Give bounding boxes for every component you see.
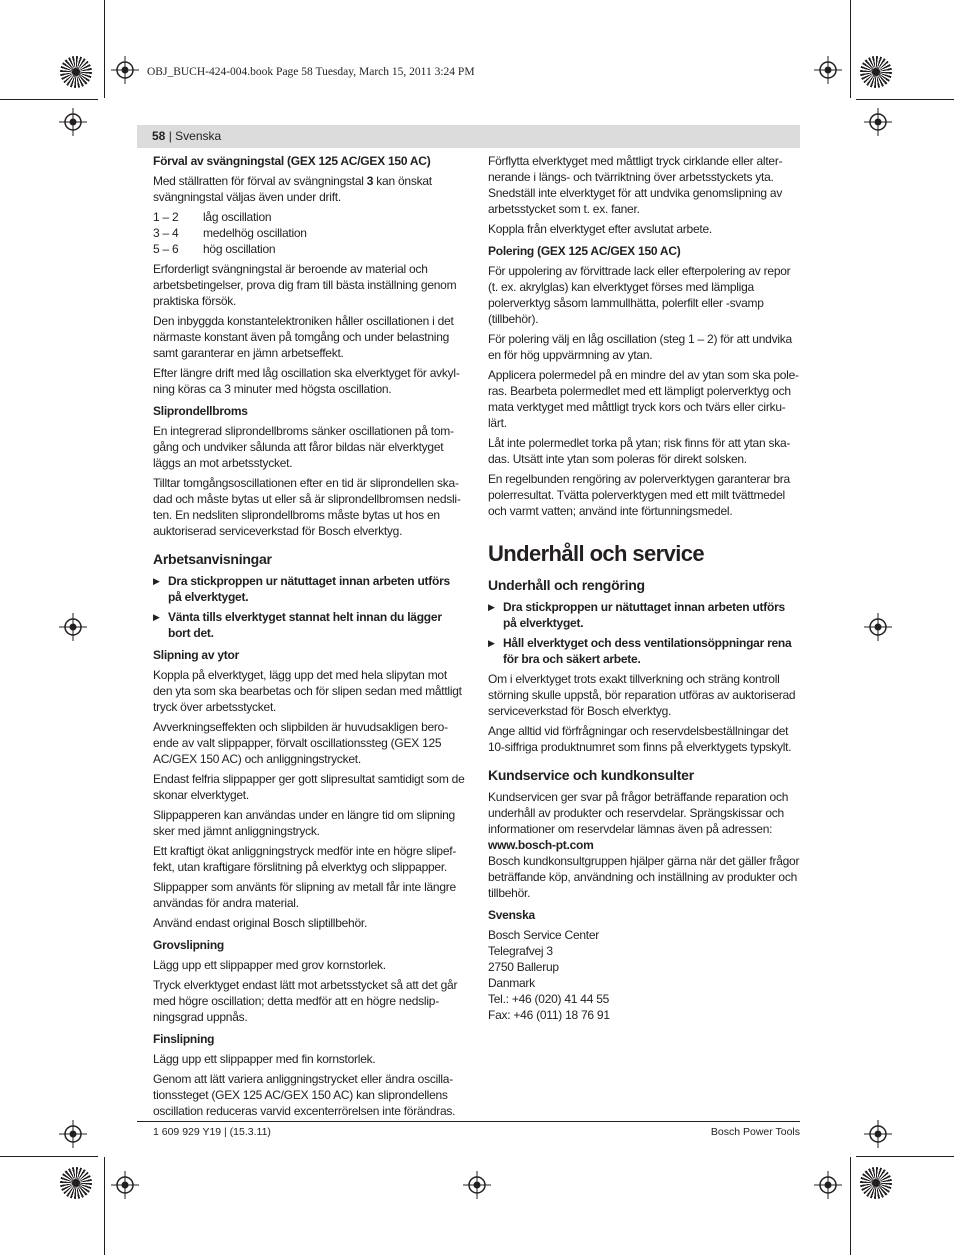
paragraph: Avverkningseffekten och slipbilden är huvudsakligen beroende av valt slippapper, förvalt oscillationssteg (GEX 125 AC/GEX 150 AC) och anliggningstrycket. — [153, 720, 449, 766]
oscillation-row: 1 – 2 låg oscillation — [153, 210, 272, 224]
paragraph: Lägg upp ett slippapper med grov kornstorlek. — [153, 958, 386, 972]
registration-mark-icon — [814, 1171, 842, 1199]
left-column — [153, 153, 465, 1123]
crop-mark — [104, 1157, 105, 1255]
registration-mark-icon — [111, 56, 139, 84]
address-line: Bosch Service Center — [488, 928, 600, 942]
paragraph: En integrerad sliprondellbroms sänker oscillationen på tomgång och undviker sålunda att fåror bildas när elverktyget läggs an mot arbetsstycket. — [153, 424, 454, 470]
section-heading: Underhåll och rengöring — [488, 577, 645, 593]
registration-mark-icon — [59, 613, 87, 641]
paragraph: För uppolering av förvittrade lack eller efterpolering av repor (t. ex. akrylglas) kan elverktyget förses med lämpliga polerverktyg såsom lammullhätta, polerfilt eller -svamp (tillbehör). — [488, 264, 791, 326]
registration-mark-icon — [463, 1171, 491, 1199]
star-target-icon — [60, 1167, 92, 1199]
header-separator: | — [165, 129, 176, 143]
section-heading: Grovslipning — [153, 938, 225, 952]
registration-mark-icon — [111, 1171, 139, 1199]
header-language: Svenska — [175, 129, 222, 143]
section-heading: Svenska — [488, 908, 535, 922]
paragraph: Använd endast original Bosch sliptillbehör. — [153, 916, 368, 930]
paragraph: Endast felfria slippapper ger gott slipresultat samtidigt som de skonar elverktyget. — [153, 772, 465, 802]
paragraph: Slippapperen kan användas under en längre tid om slipning sker med jämnt anliggningstryck. — [153, 808, 455, 838]
paragraph: Ange alltid vid förfrågningar och reservdelsbeställningar det 10-siffriga produktnumret som finns på elverktygets typskylt. — [488, 724, 792, 754]
registration-mark-icon — [814, 56, 842, 84]
right-column — [488, 153, 800, 1023]
paragraph: Med ställratten för förval av svängningstal 3 kan önskat svängningstal väljas även under drift. — [153, 174, 432, 204]
star-target-icon — [860, 56, 892, 88]
crop-mark — [850, 1157, 851, 1255]
paragraph: Låt inte polermedlet torka på ytan; risk finns för att ytan skadas. Utsätt inte ytan som poleras för direkt solsken. — [488, 436, 791, 466]
registration-mark-icon — [59, 1120, 87, 1148]
registration-mark-icon — [864, 613, 892, 641]
crop-mark — [0, 1156, 98, 1157]
footer-rule — [137, 1121, 800, 1122]
section-heading: Finslipning — [153, 1032, 215, 1046]
website-link[interactable]: www.bosch-pt.com — [488, 838, 594, 852]
warning-bullet: ▶ Dra stickproppen ur nätuttaget innan arbeten utförs på elverktyget. — [153, 574, 450, 604]
oscillation-row: 3 – 4 medelhög oscillation — [153, 226, 307, 240]
address-line: Tel.: +46 (020) 41 44 55 — [488, 992, 610, 1006]
page-header-band — [137, 125, 800, 148]
star-target-icon — [860, 1167, 892, 1199]
warning-bullet: ▶ Håll elverktyget och dess ventilationsöppningar rena för bra och säkert arbete. — [488, 636, 792, 666]
paragraph: Ett kraftigt ökat anliggningstryck medför inte en högre slipeffekt, utan kraftigare förslitning på elverktyg och slippapper. — [153, 844, 457, 874]
address-line: 2750 Ballerup — [488, 960, 559, 974]
print-slug: OBJ_BUCH-424-004.book Page 58 Tuesday, March 15, 2011 3:24 PM — [147, 66, 475, 78]
paragraph: Tilltar tomgångsoscillationen efter en tid är sliprondellen skadad och måste bytas ut eller så är sliprondellbromsen nedsliten. En nedsliten sliprondellbroms måste bytas ut hos en auktoriserad serviceverkstad för Bosch elverktyg. — [153, 476, 461, 538]
control-reference: 3 — [366, 174, 374, 188]
section-heading: Polering (GEX 125 AC/GEX 150 AC) — [488, 244, 681, 258]
triangle-right-icon: ▶ — [488, 638, 495, 648]
paragraph: Applicera polermedel på en mindre del av ytan som ska poleras. Bearbeta polermedlet med ett lämpligt polerverktyg och mata verktyget med måttligt tryck kors och tvärs eller cirkulärt. — [488, 368, 800, 430]
paragraph: Genom att lätt variera anliggningstrycket eller ändra oscillationssteget (GEX 125 AC/GEX 150 AC) kan sliprondellens oscillation reduceras varvid excenterrörelsen inte förändras. — [153, 1072, 456, 1118]
address-line: Telegrafvej 3 — [488, 944, 553, 958]
chapter-heading: Underhåll och service — [488, 541, 705, 566]
section-heading: Sliprondellbroms — [153, 404, 248, 418]
address-line: Danmark — [488, 976, 535, 990]
triangle-right-icon: ▶ — [153, 612, 160, 622]
star-target-icon — [60, 56, 92, 88]
crop-mark — [0, 99, 98, 100]
registration-mark-icon — [864, 108, 892, 136]
paragraph: En regelbunden rengöring av polerverktygen garanterar bra polerresultat. Tvätta polerverktygen med ett milt tvättmedel och varmt vatten; använd inte förtunningsmedel. — [488, 472, 790, 518]
paragraph: Förflytta elverktyget med måttligt tryck cirklande eller alternerande i längs- och tvärriktning över arbetsstyckets yta. Snedställ inte elverktyget för att undvika genomslipning av arbetsstycket som t. ex. faner. — [488, 154, 783, 216]
paragraph: Tryck elverktyget endast lätt mot arbetsstycket så att det går med högre oscillation; detta medför att en högre nedslipningsgrad uppnås. — [153, 978, 458, 1024]
triangle-right-icon: ▶ — [153, 576, 160, 586]
oscillation-row: 5 – 6 hög oscillation — [153, 242, 276, 256]
paragraph: Slippapper som använts för slipning av metall får inte längre användas för andra material. — [153, 880, 456, 910]
footer-code: 1 609 929 Y19 | (15.3.11) — [153, 1126, 271, 1138]
paragraph: Kundservicen ger svar på frågor beträffande reparation och underhåll av produkter och reservdelar. Sprängskissar och informationer om reservdelar lämnas även på adressen: — [488, 790, 789, 836]
warning-bullet: ▶ Dra stickproppen ur nätuttaget innan arbeten utförs på elverktyget. — [488, 600, 785, 630]
section-heading: Kundservice och kundkonsulter — [488, 767, 694, 783]
footer-brand: Bosch Power Tools — [710, 1126, 800, 1138]
warning-bullet: ▶ Vänta tills elverktyget stannat helt innan du lägger bort det. — [153, 610, 442, 640]
section-heading: Förval av svängningstal (GEX 125 AC/GEX 150 AC) — [153, 154, 431, 168]
paragraph: Erforderligt svängningstal är beroende av material och arbetsbetingelser, prova dig fram till bästa inställning genom praktiska försök. — [153, 262, 457, 308]
triangle-right-icon: ▶ — [488, 602, 495, 612]
registration-mark-icon — [864, 1120, 892, 1148]
paragraph: För polering välj en låg oscillation (steg 1 – 2) för att undvika en för hög uppvärmning av ytan. — [488, 332, 792, 362]
crop-mark — [850, 0, 851, 98]
section-heading: Slipning av ytor — [153, 648, 240, 662]
section-heading: Arbetsanvisningar — [153, 551, 272, 567]
page-number: 58 — [152, 129, 166, 143]
paragraph: Lägg upp ett slippapper med fin kornstorlek. — [153, 1052, 376, 1066]
registration-mark-icon — [59, 108, 87, 136]
paragraph: Efter längre drift med låg oscillation ska elverktyget för avkylning köras ca 3 minuter med högsta oscillation. — [153, 366, 460, 396]
address-line: Fax: +46 (011) 18 76 91 — [488, 1008, 610, 1022]
paragraph: Om i elverktyget trots exakt tillverkning och sträng kontroll störning skulle uppstå, bör reparation utföras av auktoriserad serviceverkstad för Bosch elverktyg. — [488, 672, 796, 718]
paragraph: Koppla på elverktyget, lägg upp det med hela slipytan mot den yta som ska bearbetas och för slipen sedan med måttligt tryck över arbetsstycket. — [153, 668, 462, 714]
paragraph: Bosch kundkonsultgruppen hjälper gärna när det gäller frågor beträffande köp, användning och inställning av produkter och tillbehör. — [488, 854, 800, 900]
crop-mark — [856, 1156, 954, 1157]
crop-mark — [104, 0, 105, 98]
paragraph: Koppla från elverktyget efter avslutat arbete. — [488, 222, 712, 236]
crop-mark — [856, 99, 954, 100]
paragraph: Den inbyggda konstantelektroniken håller oscillationen i det närmaste konstant även på tomgång och under belastning samt garanterar en jämn arbetseffekt. — [153, 314, 454, 360]
page-header — [152, 129, 221, 143]
